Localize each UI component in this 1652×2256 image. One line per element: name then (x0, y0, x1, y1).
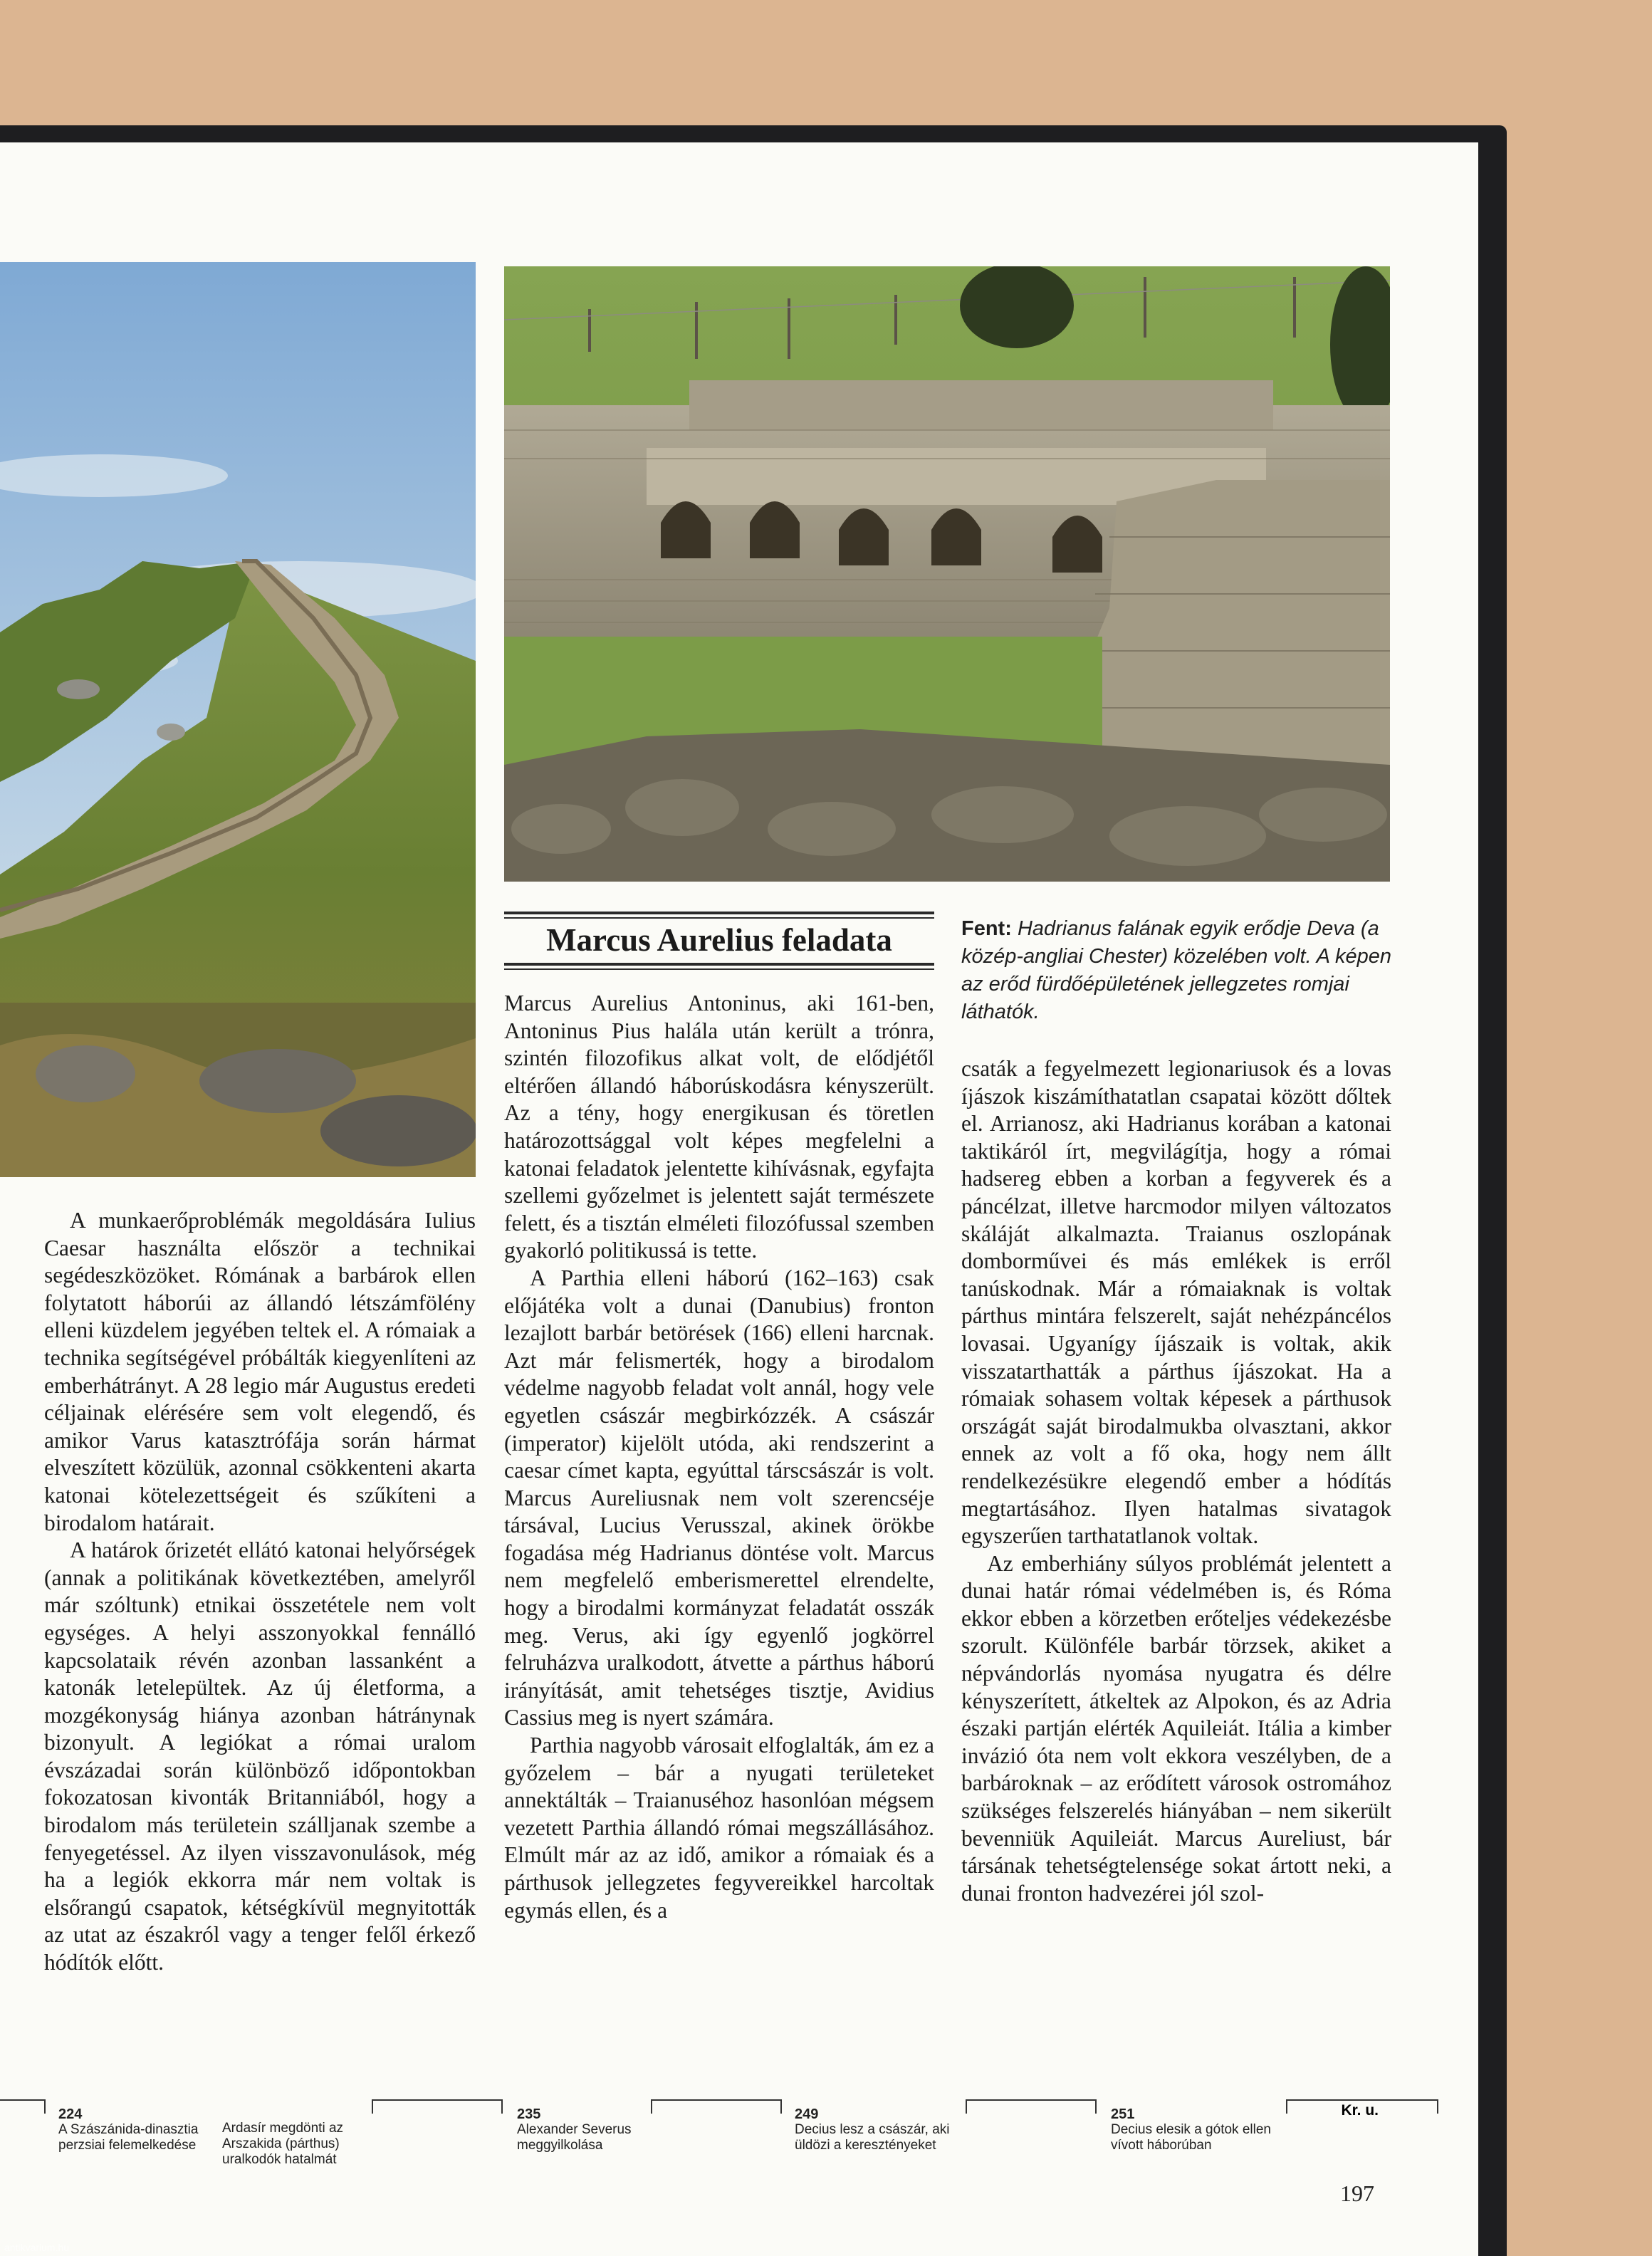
paragraph: Az emberhiány súlyos problémát jelentett a dunai határ római védelmében is, és Róma ekkor ebben a körzetben erőteljes védekezésbe szorult. Különféle barbár törzsek, akiket a népvándorlás nyomása nyugatra és délre kényszerített, átkeltek az Alpokon, és az Adria északi partján elérték Aquileiát. Itália a kimber invázió óta nem volt ekkora veszélyben, de a barbároknak – az erődített városok ostromához szükséges felszerelés hiányában – nem sikerült bevenniük Aquileiát. Marcus Aureliust, bár társának tehetségtelensége sokat ártott neki, a dunai fronton hadvezérei jól szol- (961, 1550, 1391, 1906)
photo-caption (961, 915, 1403, 1026)
paragraph: A Parthia elleni háború (162–163) csak előjátéka volt a dunai (Danubius) fronton lezajlott barbár betörések (166) elleni harcnak. Azt már felismerték, hogy a birodalom védelme nagyobb feladat volt annál, hogy vele egyetlen császár megbirkózzék. A császár (imperator) kijelölt utóda, aki rendszerint a caesar címet kapta, egyúttal társcsászár is volt. Marcus Aureliusnak nem volt szerencséje társával, Lucius Verusszal, akinek örökbe fogadása még Hadrianus döntése volt. Marcus nem megfelelő emberismerettel elrendelte, hogy a birodalmi kormányzat feladatát osszák meg. Verus, aki így egyenlő jogkörrel felruházva uralkodott, átvette a párthus háború irányítását, amit tehetséges tisztje, Avidius Cassius meg is nyert számára. (504, 1265, 934, 1730)
timeline-entry (795, 2106, 966, 2153)
paragraph: csaták a fegyelmezett legionariusok és a lovas íjászok kiszámíthatatlan csapatai között dőltek el. Arrianosz, aki Hadrianus korában a katonai taktikáról írt, megvilágítja, hogy a római hadsereg ebben a korban a fegyverek és a páncélzat, illetve harcmodor milyen változatos skáláját alkalmazta. Traianus oszlopának domborművei és más emlékek is erről tanúskodnak. Már a rómaiaknak is voltak párthus mintára felszerelt, saját nehézpáncélos lovasai. Ugyanígy íjászaik is voltak, akik visszatarthatták a párthus íjászokat. Ha a rómaiak sohasem voltak képesek a párthusok országát saját birodalmukba olvasztani, akkor ennek az volt a fő oka, hogy nem állt rendelkezésükre elegendő ember a hódítás megtartásához. Ilyen hatalmas sivatagok egyszerűen tarthatatlanok voltak. (961, 1056, 1391, 1549)
timeline-era-label: Kr. u. (1341, 2102, 1379, 2119)
heading-rule-bottom (504, 963, 934, 970)
timeline-year: 251 (1111, 2106, 1135, 2122)
timeline-bracket (651, 2099, 782, 2114)
timeline-bracket (0, 2099, 46, 2114)
timeline-year: 235 (517, 2106, 541, 2122)
timeline-entry (58, 2106, 222, 2153)
timeline-year: 224 (58, 2106, 83, 2122)
watermark: antikvarium.hu (4, 2242, 70, 2253)
timeline (0, 2099, 1478, 2206)
section-heading: Marcus Aurelius feladata (546, 922, 892, 958)
caption-text: Hadrianus falának egyik erődje Deva (a közép-angliai Chester) közelében volt. A képen az erőd fürdőépületének jellegzetes romjai láthatók. (961, 917, 1391, 1023)
timeline-text: Decius elesik a gótok ellen vívott háborúban (1111, 2122, 1271, 2153)
paragraph: Marcus Aurelius Antoninus, aki 161-ben, Antoninus Pius halála után került a trónra, szintén filozofikus alkat volt, de elődjétől eltérően állandó háborúskodásra kényszerült. Az a tény, hogy energikusan és töretlen határozottsággal volt képes megfelelni a katonai feladatok jelentette kihívásnak, egyfajta szellemi győzelmet is jelentett saját természete felett, és a tisztán elméleti filozófussal szemben gyakorló politikussá is tette. (504, 991, 934, 1263)
timeline-entry (1111, 2106, 1282, 2153)
timeline-note: Ardasír megdönti az Arszakida (párthus) uralkodók hatalmát (222, 2121, 344, 2167)
text-column-3 (961, 1055, 1391, 1907)
caption-lead: Fent: (961, 917, 1012, 940)
text-column-1 (44, 1207, 476, 1977)
timeline-year: 249 (795, 2106, 819, 2122)
book-page (0, 142, 1478, 2256)
timeline-entry (517, 2106, 659, 2153)
paragraph: A határok őrizetét ellátó katonai helyőrségek (annak a politikának következtében, amelyről már szóltunk) etnikai összetétele nem volt egységes. A helyi asszonyokkal fennálló kapcsolataik révén azonban lassanként a katonák letelepültek. Az új életforma, a mozgékonyság hiánya azonban hátránynak bizonyult. A legiókat a római uralom évszázadai során különböző időpontokban fokozatosan kivonták Britanniából, hogy a birodalom más területein szálljanak szembe a fenyegetéssel. Az ilyen visszavonulások, még ha a legiók ekkorra már nem voltak is elsőrangú csapatok, kétségkívül megnyitották az utat az északról vagy a tenger felől érkező hódítók előtt. (44, 1537, 476, 1975)
text-column-2 (504, 990, 934, 1924)
timeline-text: Decius lesz a császár, aki üldözi a keresztényeket (795, 2122, 950, 2153)
paragraph: Parthia nagyobb városait elfoglalták, ám ez a győzelem – bár a nyugati területeket annektálták – Traianuséhoz hasonlóan mégsem vezetett Parthia állandó római megszállásához. Elmúlt már az az idő, amikor a rómaiak és a párthusok jellegzetes fegyvereikkel harcoltak egymás ellen, és a (504, 1733, 934, 1923)
timeline-text: Alexander Severus meggyilkolása (517, 2122, 632, 2153)
timeline-bracket (966, 2099, 1097, 2114)
timeline-text: A Szászánida-dinasztia perzsiai felemelkedése (58, 2122, 199, 2153)
timeline-bracket (372, 2099, 503, 2114)
page-number: 197 (1340, 2181, 1374, 2206)
paragraph: A munkaerőproblémák megoldására Iulius Caesar használta először a technikai segédeszközöket. Rómának a barbárok ellen folytatott háborúi az állandó létszámfölény elleni küzdelem jegyében teltek el. A rómaiak a technika segítségével próbálták kiegyenlíteni az emberhátrányt. A 28 legio már Augustus eredeti céljainak elérésére sem volt elegendő, és amikor Varus katasztrófája során hármat elveszített közülük, azonnal csökkenteni akarta katonai kötelezettségeit és szűkíteni a birodalom határait. (44, 1208, 476, 1535)
heading-rule-top (504, 912, 934, 919)
hadrians-wall-photo (0, 262, 476, 1177)
fort-bathhouse-ruins-photo (504, 266, 1390, 882)
